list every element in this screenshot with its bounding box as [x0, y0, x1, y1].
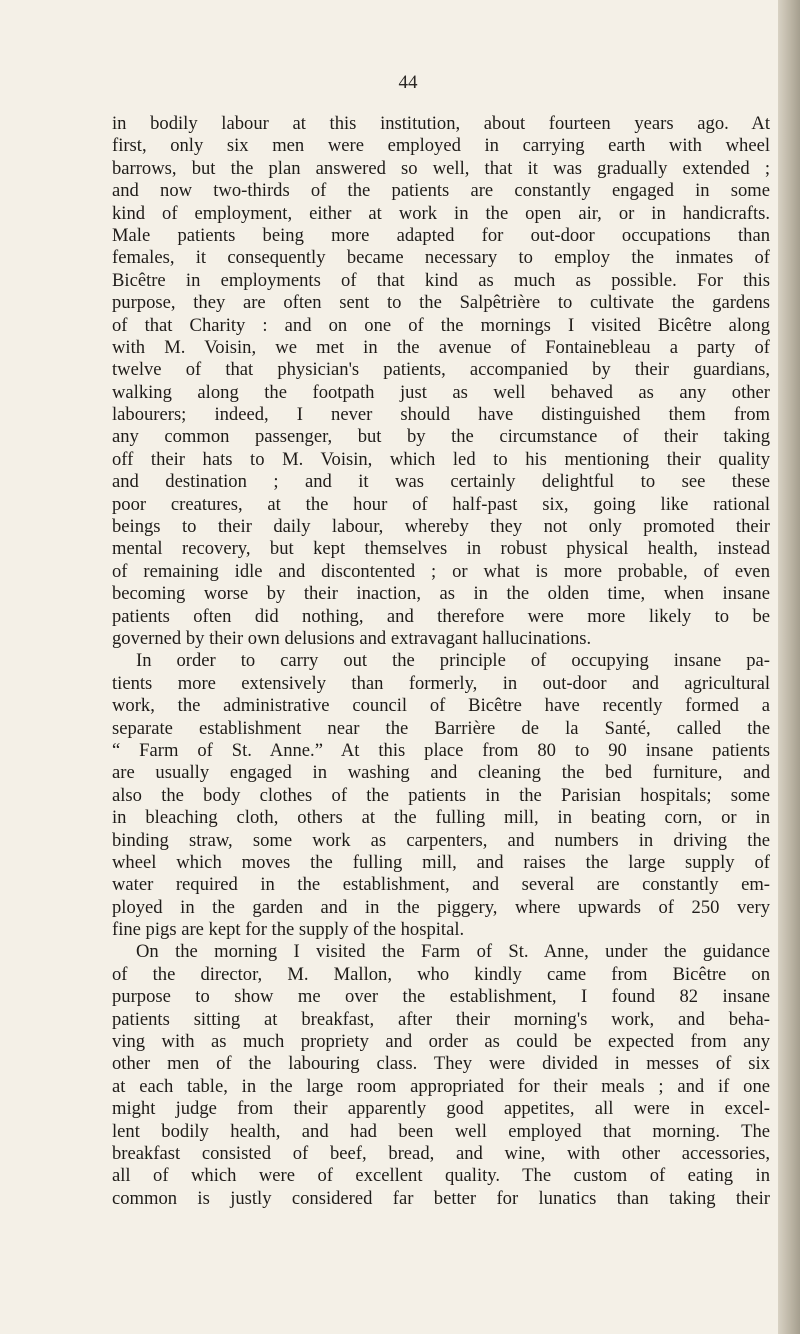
text-line: twelve of that physician's patients, accompanied by their guardians, — [112, 359, 770, 381]
text-line: with M. Voisin, we met in the avenue of Fontainebleau a party of — [112, 336, 770, 358]
text-line: first, only six men were employed in carrying earth with wheel — [112, 135, 770, 157]
text-line: and now two-thirds of the patients are constantly engaged in some — [112, 180, 770, 202]
text-line: all of which were of excellent quality. The custom of eating in — [112, 1165, 770, 1187]
text-line: fine pigs are kept for the supply of the hospital. — [112, 919, 465, 941]
text-line: labourers; indeed, I never should have distinguished them from — [112, 404, 770, 426]
page-edge — [778, 0, 800, 1334]
text-line: of remaining idle and discontented ; or what is more probable, of even — [112, 560, 770, 582]
text-line: also the body clothes of the patients in the Parisian hospitals; some — [112, 784, 770, 806]
text-line: ving with as much propriety and order as could be expected from any — [112, 1031, 770, 1053]
text-line: in bleaching cloth, others at the fulling mill, in beating corn, or in — [112, 807, 770, 829]
text-line: beings to their daily labour, whereby they not only promoted their — [112, 516, 770, 538]
text-line: tients more extensively than formerly, in out-door and agricultural — [112, 672, 770, 694]
text-line: separate establishment near the Barrière de la Santé, called the — [112, 717, 770, 739]
text-line: becoming worse by their inaction, as in the olden time, when insane — [112, 583, 770, 605]
text-line: walking along the footpath just as well behaved as any other — [112, 381, 770, 403]
text-line: purpose, they are often sent to the Salpêtrière to cultivate the gardens — [112, 292, 770, 314]
text-line: work, the administrative council of Bicêtre have recently formed a — [112, 695, 770, 717]
text-line: lent bodily health, and had been well employed that morning. The — [112, 1120, 770, 1142]
body-text — [112, 113, 770, 1210]
text-line: are usually engaged in washing and cleaning the bed furniture, and — [112, 762, 770, 784]
text-line: “ Farm of St. Anne.” At this place from 80 to 90 insane patients — [112, 739, 770, 761]
text-line: any common passenger, but by the circumstance of their taking — [112, 426, 770, 448]
text-line: barrows, but the plan answered so well, that it was gradually extended ; — [112, 157, 770, 179]
text-line: at each table, in the large room appropriated for their meals ; and if one — [112, 1075, 770, 1097]
text-line: Bicêtre in employments of that kind as much as possible. For this — [112, 269, 770, 291]
text-line: patients often did nothing, and therefore were more likely to be — [112, 605, 770, 627]
text-line: common is justly considered far better for lunatics than taking their — [112, 1187, 770, 1209]
text-line: of the director, M. Mallon, who kindly came from Bicêtre on — [112, 963, 770, 985]
text-line: Male patients being more adapted for out-door occupations than — [112, 224, 770, 246]
text-line: purpose to show me over the establishment, I found 82 insane — [112, 986, 770, 1008]
text-line: On the morning I visited the Farm of St. Anne, under the guidance — [136, 941, 770, 963]
text-line: breakfast consisted of beef, bread, and wine, with other accessories, — [112, 1142, 770, 1164]
text-line: might judge from their apparently good appetites, all were in excel- — [112, 1098, 770, 1120]
text-line: and destination ; and it was certainly delightful to see these — [112, 471, 770, 493]
text-line: binding straw, some work as carpenters, and numbers in driving the — [112, 829, 770, 851]
text-line: off their hats to M. Voisin, which led to his mentioning their quality — [112, 448, 770, 470]
page-number: 44 — [398, 72, 418, 93]
text-line: patients sitting at breakfast, after their morning's work, and beha- — [112, 1008, 770, 1030]
text-line: kind of employment, either at work in the open air, or in handicrafts. — [112, 202, 770, 224]
text-line: other men of the labouring class. They were divided in messes of six — [112, 1053, 770, 1075]
text-line: governed by their own delusions and extravagant hallucinations. — [112, 627, 592, 649]
text-line: wheel which moves the fulling mill, and raises the large supply of — [112, 851, 770, 873]
text-line: ployed in the garden and in the piggery, where upwards of 250 very — [112, 896, 770, 918]
text-line: of that Charity : and on one of the mornings I visited Bicêtre along — [112, 314, 770, 336]
text-line: mental recovery, but kept themselves in robust physical health, instead — [112, 538, 770, 560]
text-line: females, it consequently became necessary to employ the inmates of — [112, 247, 770, 269]
text-line: In order to carry out the principle of occupying insane pa- — [136, 650, 770, 672]
text-line: poor creatures, at the hour of half-past six, going like rational — [112, 493, 770, 515]
text-line: in bodily labour at this institution, about fourteen years ago. At — [112, 113, 770, 134]
text-line: water required in the establishment, and several are constantly em- — [112, 874, 770, 896]
